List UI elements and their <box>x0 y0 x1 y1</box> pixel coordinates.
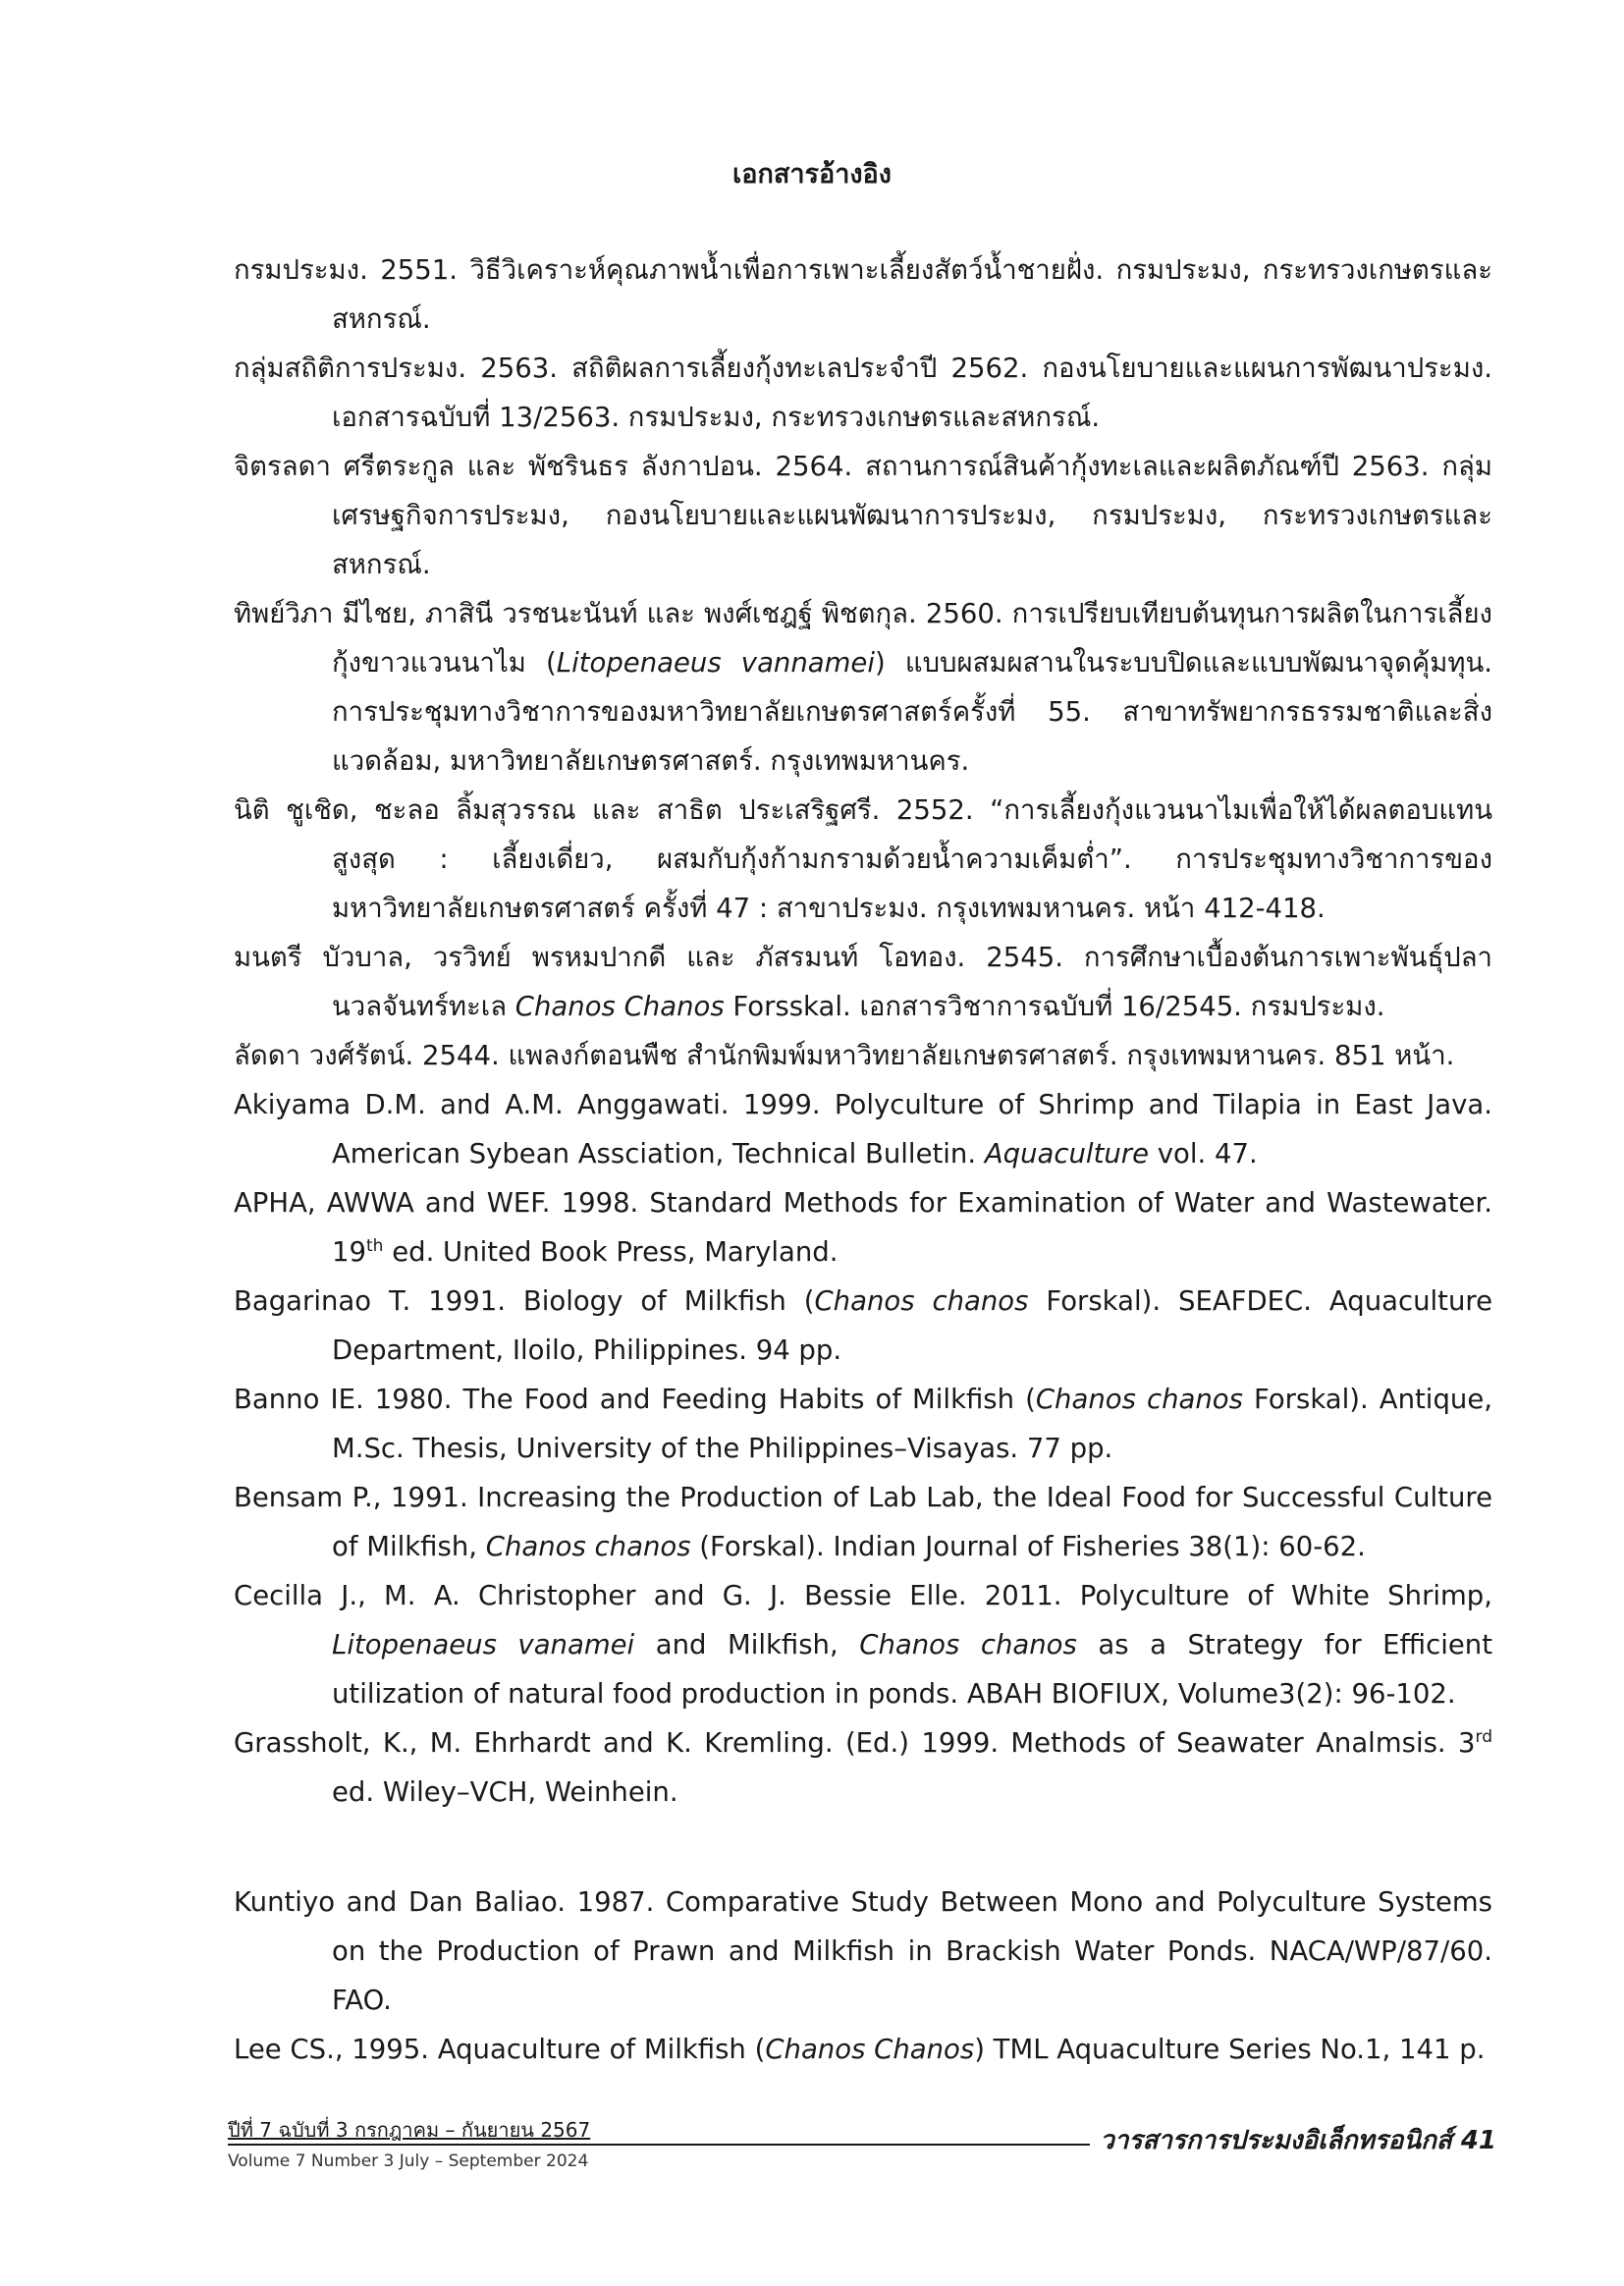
reference-item <box>234 1718 1492 1817</box>
reference-text: APHA, AWWA and WEF. 1998. Standard Methods for Examination of Water and Wastewater. 19 <box>234 1187 1492 1268</box>
reference-italic-text: Litopenaeus vanamei <box>332 1629 635 1660</box>
reference-item <box>234 442 1492 589</box>
reference-item <box>234 2025 1492 2074</box>
reference-text: Forsskal. เอกสารวิชาการฉบับที่ 16/2545. กรมประมง. <box>724 991 1385 1022</box>
journal-name: วารสารการประมงอิเล็กทรอนิกส์ <box>1100 2126 1452 2155</box>
reference-text: ) TML Aquaculture Series No.1, 141 p. <box>974 2034 1486 2065</box>
reference-text: (Forskal). Indian Journal of Fisheries 38(1): 60-62. <box>690 1531 1366 1562</box>
reference-text: Banno IE. 1980. The Food and Feeding Habits of Milkfish ( <box>234 1384 1036 1415</box>
reference-superscript: rd <box>1475 1726 1492 1747</box>
reference-item <box>234 589 1492 786</box>
reference-text: ทิพย์วิภา มีไชย, ภาสินี วรชนะนันท์ และ พงศ์เชฎฐ์ พิชตกุล. 2560. การเปรียบเทียบต้นทุนการผลิตในการเลี้ยงกุ้งขาวแวนนาไม ( <box>234 598 1492 679</box>
reference-item <box>234 1277 1492 1375</box>
reference-text: ed. Wiley–VCH, Weinhein. <box>332 1776 678 1808</box>
reference-text: Akiyama D.M. and A.M. Anggawati. 1999. Polyculture of Shrimp and Tilapia in East Java. American Sybean Assciation, Technical Bulletin. <box>234 1089 1492 1170</box>
reference-list <box>234 245 1492 2074</box>
reference-text: นิติ ชูเชิด, ชะลอ ลิ้มสุวรรณ และ สาธิต ประเสริฐศรี. 2552. “การเลี้ยงกุ้งแวนนาไมเพื่อให้ได้ผลตอบแทนสูงสุด : เลี้ยงเดี่ยว, ผสมกับกุ้งก้ามกรามด้วยน้ำความเค็มต่ำ”. การประชุมทางวิชาการของมหาวิทยาลัยเกษตรศาสตร์ ครั้งที่ 47 : สาขาประมง. กรุงเทพมหานคร. หน้า 412-418. <box>234 794 1492 924</box>
reference-text: Forskal). SEAFDEC. Aquaculture Department, Iloilo, Philippines. 94 pp. <box>332 1285 1492 1366</box>
reference-item <box>234 1878 1492 2025</box>
reference-item <box>234 1473 1492 1571</box>
reference-italic-text: Chanos chanos <box>859 1629 1077 1660</box>
reference-italic-text: Chanos Chanos <box>765 2034 975 2065</box>
references-heading: เอกสารอ้างอิง <box>732 159 892 190</box>
reference-text: ed. United Book Press, Maryland. <box>383 1236 839 1268</box>
journal-footer <box>1100 2125 1496 2156</box>
reference-text: vol. 47. <box>1149 1138 1258 1170</box>
reference-text: จิตรลดา ศรีตระกูล และ พัชรินธร ลังกาปอน. 2564. สถานการณ์สินค้ากุ้งทะเลและผลิตภัณฑ์ปี 2563. กลุ่มเศรษฐกิจการประมง, กองนโยบายและแผนพัฒนาการประมง, กรมประมง, กระทรวงเกษตรและสหกรณ์. <box>234 451 1492 580</box>
reference-italic-text: Chanos chanos <box>485 1531 691 1562</box>
reference-text: Bensam P., 1991. Increasing the Production of Lab Lab, the Ideal Food for Successful Culture of Milkfish, <box>234 1482 1492 1562</box>
reference-text: and Milkfish, <box>634 1629 860 1660</box>
page-number: 41 <box>1460 2126 1496 2155</box>
issue-thai: ปีที่ 7 ฉบับที่ 3 กรกฎาคม – กันยายน 2567 <box>228 2118 591 2142</box>
reference-italic-text: Litopenaeus vannamei <box>556 647 875 679</box>
reference-text: Forskal). Antique, M.Sc. Thesis, University of the Philippines–Visayas. 77 pp. <box>332 1384 1492 1464</box>
issue-english: Volume 7 Number 3 July – September 2024 <box>228 2151 589 2171</box>
reference-text: Kuntiyo and Dan Baliao. 1987. Comparative Study Between Mono and Polyculture Systems on the Production of Prawn and Milkfish in Brackish Water Ponds. NACA/WP/87/60. FAO. <box>234 1886 1492 2016</box>
reference-text: Grassholt, K., M. Ehrhardt and K. Kremling. (Ed.) 1999. Methods of Seawater Analmsis. 3 <box>234 1727 1476 1759</box>
reference-item <box>234 245 1492 344</box>
reference-text: มนตรี บัวบาล, วรวิทย์ พรหมปากดี และ ภัสรมนท์ โอทอง. 2545. การศึกษาเบื้องต้นการเพาะพันธุ์ปลานวลจันทร์ทะเล <box>234 942 1492 1022</box>
reference-text: as a Strategy for Efficient utilization of natural food production in ponds. ABAH BIOFIUX, Volume3(2): 96-102. <box>332 1629 1492 1710</box>
reference-italic-text: Chanos Chanos <box>514 991 725 1022</box>
issue-info <box>228 2116 590 2175</box>
reference-item <box>234 1178 1492 1277</box>
reference-text: Lee CS., 1995. Aquaculture of Milkfish ( <box>234 2034 766 2065</box>
reference-italic-text: Aquaculture <box>984 1138 1150 1170</box>
reference-item <box>234 1571 1492 1718</box>
reference-text: ) แบบผสมผสานในระบบปิดและแบบพัฒนาจุดคุ้มทุน. การประชุมทางวิชาการของมหาวิทยาลัยเกษตรศาสตร์ครั้งที่ 55. สาขาทรัพยากรธรรมชาติและสิ่งแวดล้อม, มหาวิทยาลัยเกษตรศาสตร์. กรุงเทพมหานคร. <box>332 647 1493 777</box>
reference-item <box>234 344 1492 442</box>
reference-text: ลัดดา วงศ์รัตน์. 2544. แพลงก์ตอนพืช สำนักพิมพ์มหาวิทยาลัยเกษตรศาสตร์. กรุงเทพมหานคร. 851 หน้า. <box>234 1040 1455 1071</box>
reference-text: กรมประมง. 2551. วิธีวิเคราะห์คุณภาพน้ำเพื่อการเพาะเลี้ยงสัตว์น้ำชายฝั่ง. กรมประมง, กระทรวงเกษตรและสหกรณ์. <box>234 254 1492 335</box>
reference-italic-text: Chanos chanos <box>814 1285 1029 1317</box>
reference-item <box>234 786 1492 933</box>
reference-item <box>234 933 1492 1031</box>
reference-item <box>234 1375 1492 1473</box>
reference-text: Bagarinao T. 1991. Biology of Milkfish ( <box>234 1285 815 1317</box>
footer-divider <box>228 2144 1090 2146</box>
reference-item <box>234 1080 1492 1178</box>
reference-italic-text: Chanos chanos <box>1035 1384 1243 1415</box>
reference-superscript: th <box>366 1235 384 1256</box>
reference-text: Cecilla J., M. A. Christopher and G. J. Bessie Elle. 2011. Polyculture of White Shrimp, <box>234 1580 1492 1611</box>
reference-text: กลุ่มสถิติการประมง. 2563. สถิติผลการเลี้ยงกุ้งทะเลประจำปี 2562. กองนโยบายและแผนการพัฒนาประมง. เอกสารฉบับที่ 13/2563. กรมประมง, กระทรวงเกษตรและสหกรณ์. <box>234 353 1492 433</box>
reference-item <box>234 1031 1492 1080</box>
